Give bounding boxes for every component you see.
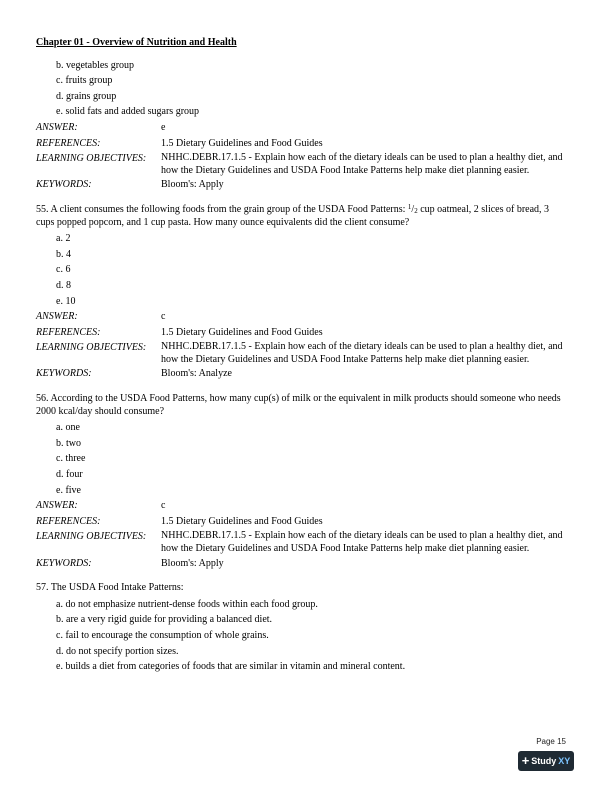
option: c. 6	[56, 264, 71, 276]
keywords-label: KEYWORDS:	[36, 557, 92, 569]
q54-answer-row	[36, 120, 568, 136]
references-label: REFERENCES:	[36, 515, 101, 527]
references-label: REFERENCES:	[36, 326, 101, 338]
option: e. 10	[56, 295, 76, 307]
keywords-value: Bloom's: Apply	[161, 179, 224, 191]
option: a. do not emphasize nutrient-dense foods within each food group.	[56, 598, 318, 610]
option: b. 4	[56, 248, 71, 260]
q56-objectives-row	[36, 529, 568, 555]
keywords-value: Bloom's: Apply	[161, 557, 224, 569]
q54-objectives-row	[36, 151, 568, 177]
q56-answer-row	[36, 498, 568, 514]
brand-xy: XY	[558, 756, 571, 766]
option: d. 8	[56, 279, 71, 291]
objectives-label: LEARNING OBJECTIVES:	[36, 342, 147, 354]
references-value: 1.5 Dietary Guidelines and Food Guides	[161, 515, 323, 527]
answer-value: e	[161, 121, 166, 133]
option: e. five	[56, 484, 81, 496]
objectives-value: NHHC.DEBR.17.1.5 - Explain how each of the dietary ideals can be used to plan a healthy diet, and how the Dietary Guidelines and USDA Food Intake Patterns help make diet planning easier.	[161, 341, 563, 365]
q56-references-row	[36, 514, 568, 530]
chapter-heading: Chapter 01 - Overview of Nutrition and Health	[36, 37, 237, 48]
page-number: Page 15	[536, 737, 566, 746]
option: e. solid fats and added sugars group	[56, 106, 200, 118]
answer-value: c	[161, 500, 166, 512]
q55-options	[36, 231, 568, 309]
option: a. one	[56, 422, 80, 434]
q55-objectives-row	[36, 340, 568, 366]
q55-references-row	[36, 325, 568, 341]
answer-label: ANSWER:	[36, 121, 78, 133]
q55-answer-row	[36, 309, 568, 325]
option: c. three	[56, 453, 86, 465]
document-page	[36, 35, 568, 675]
option: e. builds a diet from categories of foods that are similar in vitamin and mineral content.	[56, 661, 406, 673]
references-value: 1.5 Dietary Guidelines and Food Guides	[161, 137, 323, 149]
question-57-stem: 57. The USDA Food Intake Patterns:	[36, 582, 184, 594]
brand-study: Study	[531, 756, 557, 766]
option: d. grains group	[56, 90, 117, 102]
references-label: REFERENCES:	[36, 137, 101, 149]
option: d. do not specify portion sizes.	[56, 645, 179, 657]
keywords-value: Bloom's: Analyze	[161, 368, 232, 380]
studyxy-badge[interactable]	[518, 751, 574, 771]
q54-keywords-row	[36, 177, 568, 193]
references-value: 1.5 Dietary Guidelines and Food Guides	[161, 326, 323, 338]
objectives-value: NHHC.DEBR.17.1.5 - Explain how each of the dietary ideals can be used to plan a healthy diet, and how the Dietary Guidelines and USDA Food Intake Patterns help make diet planning easier.	[161, 530, 563, 554]
q57-options	[36, 597, 568, 675]
plus-icon: +	[521, 753, 530, 768]
question-55-stem: 55. A client consumes the following foods from the grain group of the USDA Food Patterns: $^1/_2$ cup oatmeal, 2 slices of bread, 3 cups popped popcorn, and 1 cup pasta. How many ounce equivalents did the client consume?	[36, 202, 550, 228]
keywords-label: KEYWORDS:	[36, 368, 92, 380]
option: d. four	[56, 469, 83, 481]
objectives-label: LEARNING OBJECTIVES:	[36, 153, 147, 165]
q55-keywords-row	[36, 366, 568, 382]
option: a. 2	[56, 233, 71, 245]
answer-label: ANSWER:	[36, 311, 78, 323]
q54-references-row	[36, 136, 568, 152]
keywords-label: KEYWORDS:	[36, 179, 92, 191]
option: b. two	[56, 437, 81, 449]
answer-value: c	[161, 311, 166, 323]
q54-options	[36, 58, 568, 120]
objectives-value: NHHC.DEBR.17.1.5 - Explain how each of the dietary ideals can be used to plan a healthy diet, and how the Dietary Guidelines and USDA Food Intake Patterns help make diet planning easier.	[161, 152, 563, 176]
q56-keywords-row	[36, 556, 568, 572]
option: b. vegetables group	[56, 59, 135, 71]
option: c. fruits group	[56, 75, 113, 87]
objectives-label: LEARNING OBJECTIVES:	[36, 531, 147, 543]
q56-options	[36, 420, 568, 498]
option: c. fail to encourage the consumption of whole grains.	[56, 629, 269, 641]
answer-label: ANSWER:	[36, 500, 78, 512]
question-56-stem: 56. According to the USDA Food Patterns, how many cup(s) of milk or the equivalent in milk products should someone who needs 2000 kcal/day should consume?	[36, 393, 561, 417]
option: b. are a very rigid guide for providing a balanced diet.	[56, 614, 273, 626]
